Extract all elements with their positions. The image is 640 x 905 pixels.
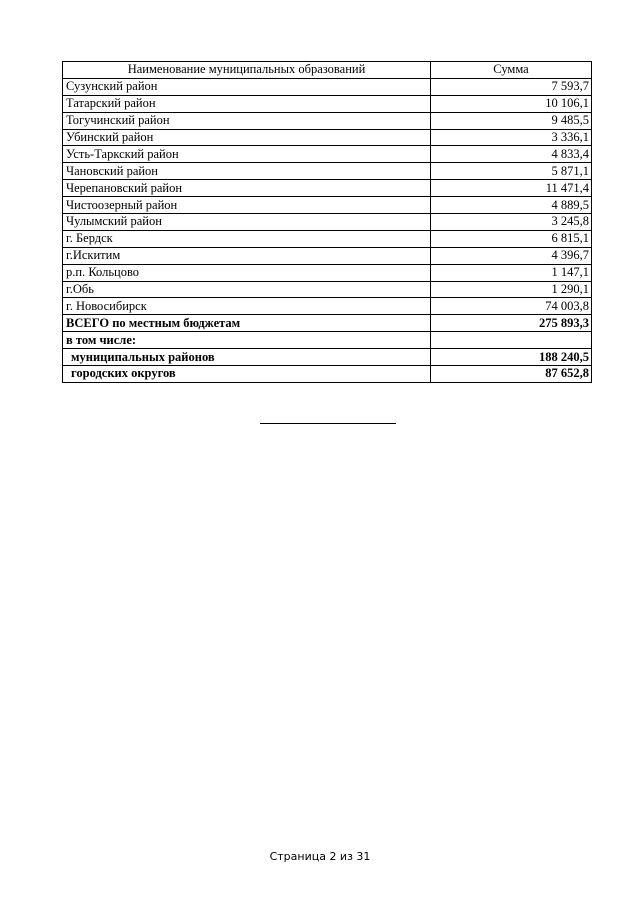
table-row bbox=[63, 298, 592, 315]
table-row bbox=[63, 281, 592, 298]
row-sum: 4 396,7 bbox=[431, 247, 592, 264]
table-row bbox=[63, 129, 592, 146]
header-sum: Сумма bbox=[431, 62, 592, 79]
row-name: г. Бердск bbox=[63, 230, 431, 247]
municipal-label: муниципальных районов bbox=[63, 349, 431, 366]
row-name: Чистоозерный район bbox=[63, 197, 431, 214]
urban-label: городских округов bbox=[63, 366, 431, 383]
row-sum: 74 003,8 bbox=[431, 298, 592, 315]
row-sum: 3 245,8 bbox=[431, 214, 592, 231]
row-name: Усть-Таркский район bbox=[63, 146, 431, 163]
table-row bbox=[63, 95, 592, 112]
row-name: г.Искитим bbox=[63, 247, 431, 264]
row-name: г.Обь bbox=[63, 281, 431, 298]
row-name: г. Новосибирск bbox=[63, 298, 431, 315]
row-name: Сузунский район bbox=[63, 78, 431, 95]
separator-line bbox=[260, 423, 396, 424]
table-row bbox=[63, 146, 592, 163]
page-footer: Страница 2 из 31 bbox=[269, 850, 371, 863]
table-row bbox=[63, 264, 592, 281]
row-name: р.п. Кольцово bbox=[63, 264, 431, 281]
table-header-row bbox=[63, 62, 592, 79]
total-sum: 275 893,3 bbox=[431, 315, 592, 332]
table-row bbox=[63, 163, 592, 180]
including-sum-empty bbox=[431, 332, 592, 349]
budget-table bbox=[62, 61, 592, 383]
including-label: в том числе: bbox=[63, 332, 431, 349]
table-row bbox=[63, 112, 592, 129]
row-sum: 10 106,1 bbox=[431, 95, 592, 112]
table-row bbox=[63, 247, 592, 264]
row-name: Чановский район bbox=[63, 163, 431, 180]
row-sum: 1 290,1 bbox=[431, 281, 592, 298]
table-row bbox=[63, 214, 592, 231]
row-sum: 6 815,1 bbox=[431, 230, 592, 247]
row-sum: 4 833,4 bbox=[431, 146, 592, 163]
urban-sum: 87 652,8 bbox=[431, 366, 592, 383]
row-sum: 3 336,1 bbox=[431, 129, 592, 146]
row-sum: 11 471,4 bbox=[431, 180, 592, 197]
municipal-sum: 188 240,5 bbox=[431, 349, 592, 366]
total-label: ВСЕГО по местным бюджетам bbox=[63, 315, 431, 332]
row-sum: 7 593,7 bbox=[431, 78, 592, 95]
header-name: Наименование муниципальных образований bbox=[63, 62, 431, 79]
row-name: Татарский район bbox=[63, 95, 431, 112]
urban-row bbox=[63, 366, 592, 383]
table-row bbox=[63, 180, 592, 197]
row-name: Убинский район bbox=[63, 129, 431, 146]
row-sum: 9 485,5 bbox=[431, 112, 592, 129]
row-name: Черепановский район bbox=[63, 180, 431, 197]
row-name: Тогучинский район bbox=[63, 112, 431, 129]
including-row bbox=[63, 332, 592, 349]
table-row bbox=[63, 78, 592, 95]
table-row bbox=[63, 230, 592, 247]
row-name: Чулымский район bbox=[63, 214, 431, 231]
total-row bbox=[63, 315, 592, 332]
municipal-row bbox=[63, 349, 592, 366]
row-sum: 4 889,5 bbox=[431, 197, 592, 214]
table-row bbox=[63, 197, 592, 214]
row-sum: 1 147,1 bbox=[431, 264, 592, 281]
row-sum: 5 871,1 bbox=[431, 163, 592, 180]
